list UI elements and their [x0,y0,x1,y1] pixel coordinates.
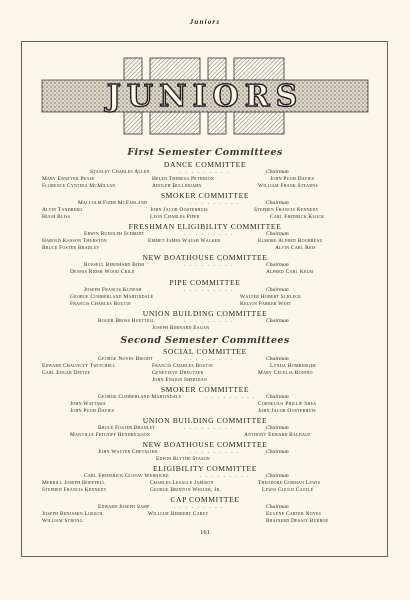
chairman-name: Edward Joseph Samp [98,504,150,510]
member-name: Kelvin Parker West [240,301,292,307]
member-name: Theodore Gorman Lewis [258,480,321,486]
leader-dots: . . . . . . . . . [206,394,257,400]
member-name: Charles Lesalle Jamison [150,480,214,486]
leader-dots: . . . . . . . . . [184,318,235,324]
banner-word: JUNIORS [106,79,304,114]
chairman-name: Carl Frederick Gustav Wernicke [84,473,169,479]
second-semester-heading: Second Semester Committees [120,335,290,346]
member-name: Anthony Edward Baldauf [244,432,311,438]
chairman-label: Chairman [266,504,289,510]
chairman-name: John Walter Chevalier [98,449,158,455]
chairman-name: Bruce Foster Bradley [98,425,156,431]
member-name: Elmore Alfred Bourreau [258,238,323,244]
committee-title: ELIGIBILITY COMMITTEE [152,464,258,473]
member-name: Genevieve Dreutzer [152,370,204,376]
chairman-label: Chairman [266,262,289,268]
page-number: 161 [200,529,210,536]
member-name: Mary Enneyer Pease [42,176,95,182]
chairman-name: George Cumberland Martindale [98,394,182,400]
chairman-label: Chairman [266,231,289,237]
chairman-name: George Noyes Bright [98,356,153,362]
member-name: John Jacob Oosterhuis [150,207,208,213]
member-name: Hugh Bliss [42,214,71,220]
member-name: Stephen Francis Kennedy [42,487,107,493]
member-name: Adolph Bullerjahn [152,183,202,189]
committee-title: PIPE COMMITTEE [169,278,241,287]
leader-dots: . . . . . . . . . [174,504,225,510]
leader-dots: . . . . . . . . . [180,169,231,175]
member-name: Lewis Gould Castle [262,487,314,493]
chairman-name: Joseph Francis Kunesh [84,287,142,293]
member-name: Francis Charles Boutin [152,363,214,369]
leader-dots: . . . . . . . . . [190,200,241,206]
member-name: Manville Fritjoff Hendrickson [70,432,151,438]
chairman-name: Stanley Charles Allen [90,169,150,175]
member-name: Brainerd Desaix Burboe [266,518,329,524]
banner-illustration [38,50,372,142]
member-name: Stephen Francis Kennedy [254,207,319,213]
committee-title: DANCE COMMITTEE [163,160,247,169]
chairman-label: Chairman [266,473,289,479]
chairman-name: Malcolm Fizer McFarland [78,200,148,206]
chairman-label: Chairman [266,287,289,293]
member-name: William Strong [42,518,83,524]
chairman-name: Erwin Rudolph Schmidt [84,231,145,237]
class-banner [38,50,372,142]
member-name: Leon Charles Piper [150,214,200,220]
chairman-label: Chairman [266,356,289,362]
chairman-label: Chairman [266,318,289,324]
member-name: Emmet James Walsh Walker [148,238,221,244]
member-name: John Ensign Sheridan [152,377,207,383]
committee-title: CAP COMMITTEE [170,495,240,504]
member-name: Dennis Rider Wood Crile [70,269,135,275]
leader-dots: . . . . . . . . . [184,231,235,237]
member-name: George Brinton Wesler, Jr. [150,487,222,493]
leader-dots: . . . . . . . . . [184,425,235,431]
chairman-label: Chairman [266,449,289,455]
member-name: Mary Cecelia Bonino [258,370,313,376]
committee-title: SMOKER COMMITTEE [160,191,250,200]
committee-title: FRESHMAN ELIGIBILITY COMMITTEE [128,222,282,231]
member-name: Carl Edgar Dietze [42,370,91,376]
chairman-label: Chairman [266,425,289,431]
member-name: William Herbert Carey [148,511,209,517]
member-name: Francis Charles Boutin [70,301,132,307]
leader-dots: . . . . . . . . . [184,287,235,293]
member-name: George Cumberland Martindale [70,294,154,300]
first-semester-heading: First Semester Committees [127,147,283,158]
member-name: Eugene Carter Noyes [266,511,322,517]
chairman-name: Roger Bross Buettell [98,318,155,324]
member-name: Bruce Foster Bradley [42,245,100,251]
leader-dots: . . . . . . . . . [184,356,235,362]
member-name: Walter Hubert Schleck [240,294,302,300]
member-name: Florence Cynthia McMillan [42,183,116,189]
committee-title: NEW BOATHOUSE COMMITTEE [142,253,268,262]
member-name: Harold Kasson Thurston [42,238,107,244]
committee-title: NEW BOATHOUSE COMMITTEE [142,440,268,449]
member-name: William Frank Stearns [258,183,318,189]
member-name: Alfred Carl Kelm [266,269,314,275]
member-name: Alvin Tandberg [42,207,83,213]
committee-title: UNION BUILDING COMMITTEE [142,309,268,318]
chairman-label: Chairman [266,394,289,400]
section-header: Juniors [189,18,221,26]
member-name: Lynda Homberger [270,363,317,369]
member-name: Alvin Carl Reis [275,245,316,251]
member-name: Cornelius Phillip Shea [258,401,317,407]
chairman-name: Russell Bernhard Bieri [84,262,145,268]
chairman-label: Chairman [266,169,289,175]
member-name: Edward Chauncey Twitchell [42,363,116,369]
committee-title: UNION BUILDING COMMITTEE [142,416,268,425]
member-name: Helen Theresa Peterson [152,176,215,182]
member-name: John Jacob Oosterhuis [258,408,316,414]
member-name: Carl Fredrick Klock [270,214,325,220]
leader-dots: . . . . . . . . . [184,262,235,268]
leader-dots: . . . . . . . . . [200,473,251,479]
member-name: John Wattawa [70,401,106,407]
committee-title: SOCIAL COMMITTEE [163,347,247,356]
member-name: Joseph Bernard Eagan [152,325,210,331]
member-name: Merrill Joseph Hoeffell [42,480,106,486]
member-name: John Pugh Davies [270,176,315,182]
member-name: Edwin Blythe Stason [156,456,210,462]
member-name: John Pugh Davies [70,408,115,414]
leader-dots: . . . . . . . . . [190,449,241,455]
committee-title: SMOKER COMMITTEE [160,385,250,394]
chairman-label: Chairman [266,200,289,206]
member-name: Joseph Benjamin Loesch [42,511,103,517]
